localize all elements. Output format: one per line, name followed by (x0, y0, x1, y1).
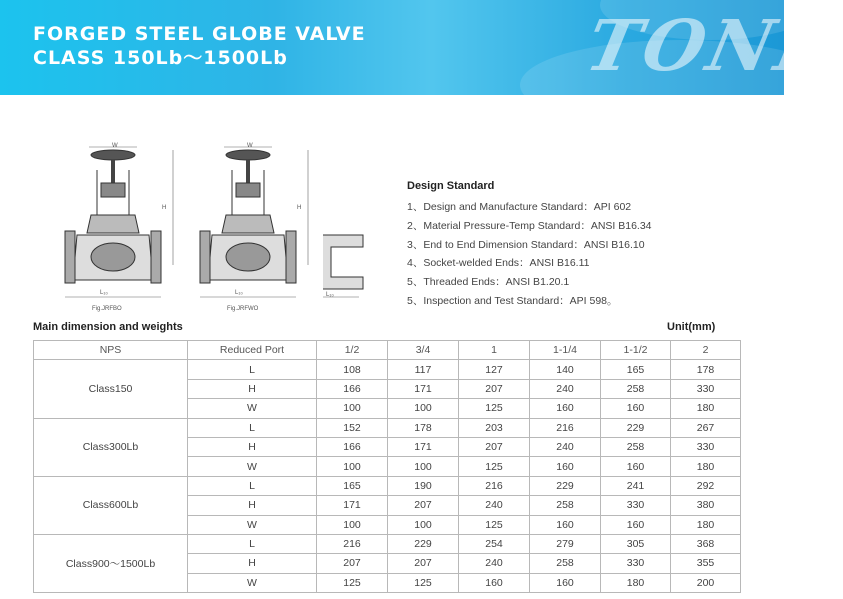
dimension-table (33, 340, 741, 593)
caption-left: Fig.JRFBO (92, 306, 122, 312)
dimension-cell: W (188, 515, 317, 534)
value-cell: 160 (530, 573, 601, 592)
value-cell: 258 (601, 379, 671, 398)
value-cell: 330 (671, 379, 741, 398)
header-cell: 1-1/4 (530, 341, 601, 360)
table-row (34, 476, 741, 495)
value-cell: 125 (459, 399, 530, 418)
dimension-cell: L (188, 534, 317, 553)
value-cell: 330 (601, 496, 671, 515)
value-cell: 207 (459, 379, 530, 398)
value-cell: 207 (317, 554, 388, 573)
value-cell: 292 (671, 476, 741, 495)
value-cell: 171 (388, 437, 459, 456)
value-cell: 100 (388, 515, 459, 534)
dimension-cell: H (188, 379, 317, 398)
caption-right: Fig.JRFWO (227, 306, 259, 312)
table-title: Main dimension and weights (33, 321, 183, 333)
value-cell: 207 (459, 437, 530, 456)
dim-h-right: H (297, 205, 302, 211)
value-cell: 207 (388, 496, 459, 515)
dimension-cell: W (188, 573, 317, 592)
value-cell: 240 (530, 437, 601, 456)
value-cell: 330 (601, 554, 671, 573)
value-cell: 203 (459, 418, 530, 437)
header-cell: NPS (34, 341, 188, 360)
table-body (34, 360, 741, 593)
value-cell: 178 (671, 360, 741, 379)
value-cell: 166 (317, 379, 388, 398)
value-cell: 171 (317, 496, 388, 515)
dimension-cell: W (188, 399, 317, 418)
socket-dim-label: L₁₀ (326, 292, 334, 298)
value-cell: 108 (317, 360, 388, 379)
value-cell: 241 (601, 476, 671, 495)
standard-item: 4、Socket-welded Ends：ANSI B16.11 (407, 257, 590, 270)
dim-l-right: L₁₀ (235, 290, 243, 296)
value-cell: 160 (601, 515, 671, 534)
value-cell: 127 (459, 360, 530, 379)
standard-item: 5、Inspection and Test Standard：API 598。 (407, 294, 618, 307)
title-line-2: CLASS 150Lb～1500Lb (33, 47, 288, 69)
dimension-cell: L (188, 476, 317, 495)
value-cell: 305 (601, 534, 671, 553)
dim-h-left: H (162, 205, 167, 211)
design-standard (407, 180, 652, 312)
value-cell: 229 (601, 418, 671, 437)
value-cell: 207 (388, 554, 459, 573)
dim-w-left: W (112, 143, 118, 149)
value-cell: 160 (601, 399, 671, 418)
header-cell: 1 (459, 341, 530, 360)
value-cell: 152 (317, 418, 388, 437)
value-cell: 180 (671, 457, 741, 476)
dimension-cell: L (188, 360, 317, 379)
valve-drawing-right (200, 147, 308, 297)
value-cell: 100 (317, 457, 388, 476)
value-cell: 180 (671, 515, 741, 534)
dimension-cell: H (188, 554, 317, 573)
value-cell: 267 (671, 418, 741, 437)
title-line-1: FORGED STEEL GLOBE VALVE (33, 23, 366, 45)
value-cell: 125 (388, 573, 459, 592)
value-cell: 160 (601, 457, 671, 476)
class-cell: Class900～1500Lb (34, 534, 188, 592)
design-standard-heading: Design Standard (407, 180, 495, 192)
value-cell: 279 (530, 534, 601, 553)
value-cell: 180 (601, 573, 671, 592)
value-cell: 125 (459, 515, 530, 534)
value-cell: 380 (671, 496, 741, 515)
table-row (34, 360, 741, 379)
socket-end-drawing (323, 235, 363, 297)
value-cell: 125 (317, 573, 388, 592)
class-cell: Class150 (34, 360, 188, 418)
value-cell: 178 (388, 418, 459, 437)
valve-drawings (55, 135, 375, 315)
value-cell: 330 (671, 437, 741, 456)
value-cell: 254 (459, 534, 530, 553)
standard-item: 1、Design and Manufacture Standard：API 602 (407, 201, 632, 213)
value-cell: 368 (671, 534, 741, 553)
value-cell: 165 (601, 360, 671, 379)
header-cell: 1/2 (317, 341, 388, 360)
value-cell: 180 (671, 399, 741, 418)
class-cell: Class600Lb (34, 476, 188, 534)
header-cell: 2 (671, 341, 741, 360)
value-cell: 240 (459, 496, 530, 515)
value-cell: 117 (388, 360, 459, 379)
value-cell: 160 (530, 399, 601, 418)
dimension-cell: W (188, 457, 317, 476)
standard-item: 3、End to End Dimension Standard：ANSI B16.10 (407, 238, 645, 251)
value-cell: 100 (388, 399, 459, 418)
value-cell: 125 (459, 457, 530, 476)
value-cell: 240 (530, 379, 601, 398)
table-header-row (34, 341, 741, 360)
header-cell: 3/4 (388, 341, 459, 360)
value-cell: 166 (317, 437, 388, 456)
value-cell: 160 (459, 573, 530, 592)
value-cell: 160 (530, 457, 601, 476)
header-banner (0, 0, 843, 95)
dim-l-left: L₁₀ (100, 290, 108, 296)
value-cell: 160 (530, 515, 601, 534)
value-cell: 355 (671, 554, 741, 573)
value-cell: 229 (388, 534, 459, 553)
value-cell: 190 (388, 476, 459, 495)
value-cell: 100 (317, 399, 388, 418)
standard-item: 2、Material Pressure-Temp Standard：ANSI B16.34 (407, 219, 652, 232)
value-cell: 100 (388, 457, 459, 476)
dimension-cell: H (188, 437, 317, 456)
dimension-cell: L (188, 418, 317, 437)
value-cell: 258 (530, 496, 601, 515)
table-row (34, 418, 741, 437)
value-cell: 216 (530, 418, 601, 437)
dim-w-right: W (247, 143, 253, 149)
header-cell: 1-1/2 (601, 341, 671, 360)
value-cell: 140 (530, 360, 601, 379)
value-cell: 171 (388, 379, 459, 398)
value-cell: 229 (530, 476, 601, 495)
brand-logo: TONE (579, 4, 843, 87)
table-row (34, 534, 741, 553)
valve-drawing-left (65, 147, 173, 297)
header-cell: Reduced Port (188, 341, 317, 360)
page-title (33, 22, 366, 70)
value-cell: 200 (671, 573, 741, 592)
value-cell: 216 (317, 534, 388, 553)
value-cell: 216 (459, 476, 530, 495)
dimension-cell: H (188, 496, 317, 515)
standard-item: 5、Threaded Ends：ANSI B1.20.1 (407, 276, 570, 289)
value-cell: 165 (317, 476, 388, 495)
unit-label: Unit(mm) (667, 321, 716, 333)
value-cell: 100 (317, 515, 388, 534)
value-cell: 258 (601, 437, 671, 456)
value-cell: 258 (530, 554, 601, 573)
value-cell: 240 (459, 554, 530, 573)
class-cell: Class300Lb (34, 418, 188, 476)
